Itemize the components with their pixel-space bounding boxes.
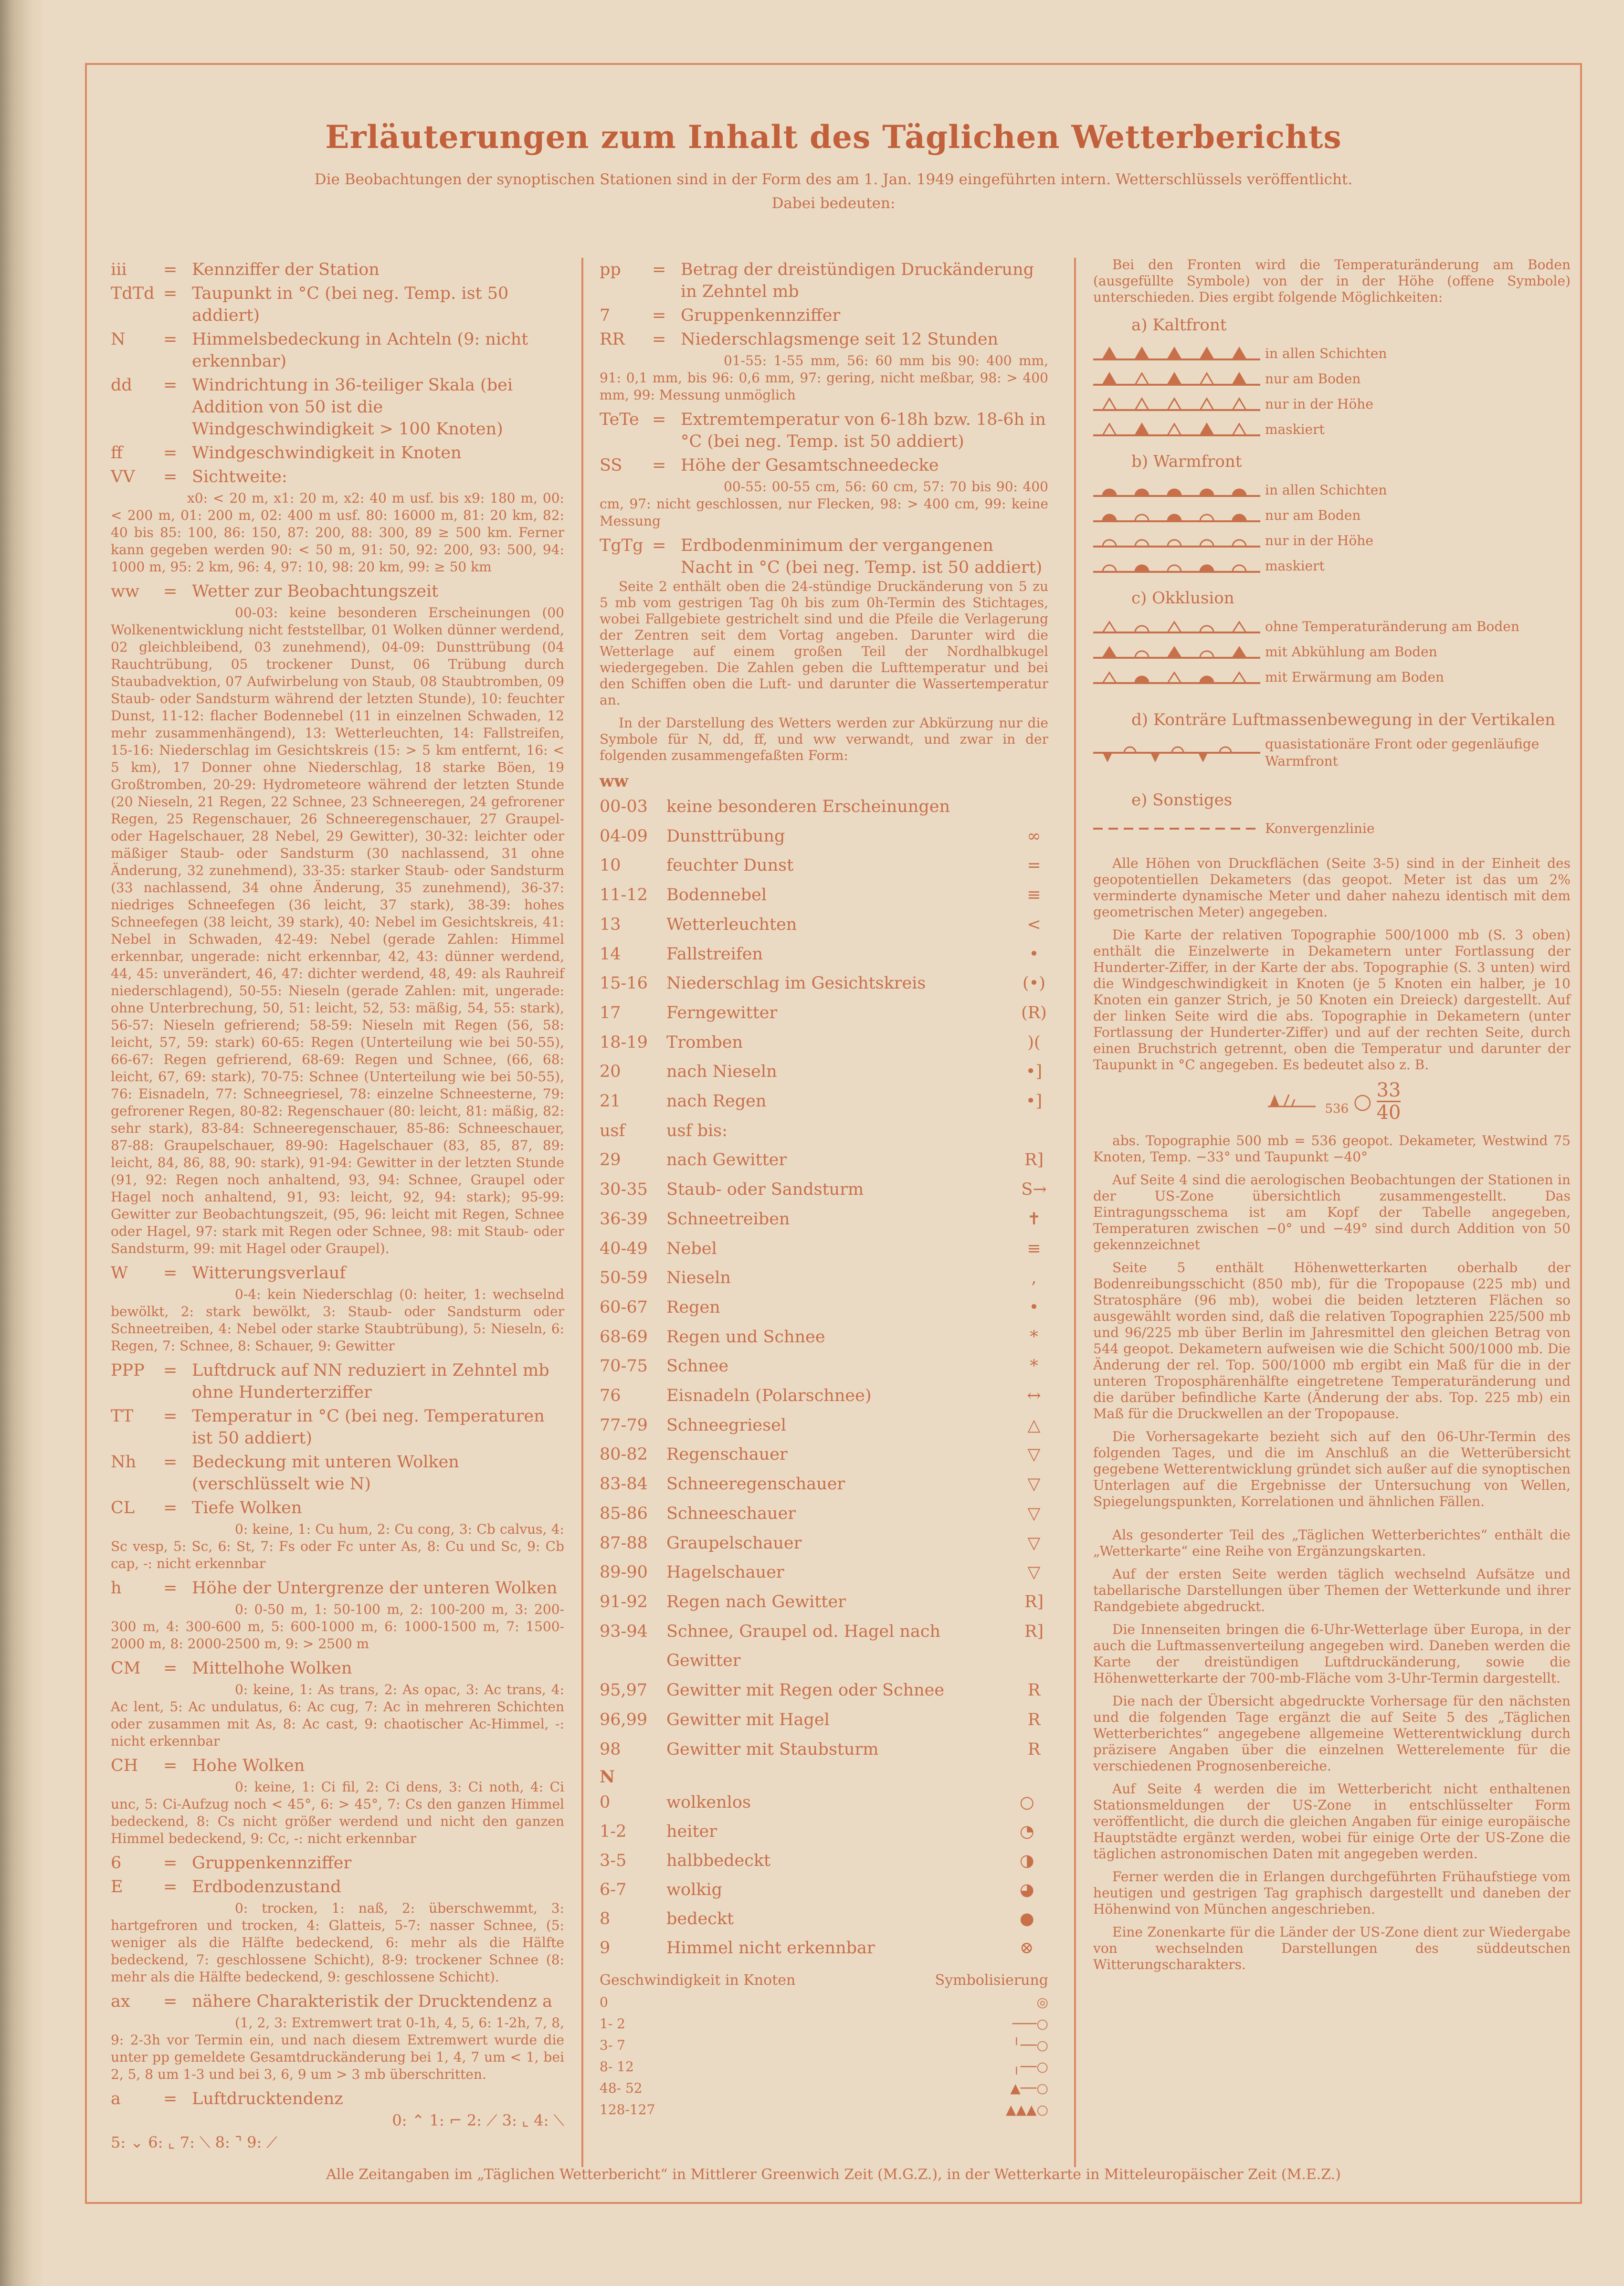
page-footer: Alle Zeitangaben im „Täglichen Wetterbericht“ in Mittlerer Greenwich Zeit (M.G.Z.), in der Wetterkarte in Mitteleuropäischer Zeit (M.E.Z.): [326, 2166, 1341, 2183]
def-a: a = Luftdrucktendenz: [111, 2089, 343, 2108]
ww-row-text: Ferngewitter: [666, 1003, 778, 1022]
ww-row-symbol: •: [1029, 1297, 1039, 1317]
ww-row: [600, 1264, 1048, 1293]
ww-row-code: 76: [600, 1386, 621, 1406]
ww-row-code: 96,99: [600, 1710, 648, 1729]
kalt-front-row: [1093, 366, 1571, 391]
ww-row-text: Schneeregenschauer: [666, 1475, 845, 1494]
column-left: [111, 257, 564, 2156]
ww-row: [600, 1146, 1048, 1175]
ww-row-code: 20: [600, 1062, 621, 1082]
ww-row-text: Niederschlag im Gesichtskreis: [666, 974, 926, 993]
ww-row-text: Fallstreifen: [666, 944, 763, 964]
kalt-front-symbol: [1093, 419, 1260, 440]
ww-row: [600, 1411, 1048, 1441]
ww-row: [600, 1234, 1048, 1264]
kalt-front-row: [1093, 417, 1571, 442]
ww-row-text: Eisnadeln (Polarschnee): [666, 1386, 872, 1406]
def-tete: TeTe = Extremtemperatur von 6-18h bzw. 18-6h in °C (bei neg. Temp. ist 50 addiert): [600, 410, 1046, 451]
kaltfront-list: [1093, 341, 1571, 442]
def-iii: iii = Kennziffer der Station: [111, 260, 380, 279]
n-row-text: Himmel nicht erkennbar: [666, 1938, 875, 1958]
okk-front-label: mit Erwärmung am Boden: [1265, 669, 1445, 685]
seite5-paragraph: Seite 5 enthält Höhenwetterkarten oberhalb der Bodenreibungsschicht (850 mb), für die Tropopause (225 mb) und Stratosphäre (96 mb), wobei die beiden letzteren Flächen so ausgewählt worden sind, daß die relativen Topographien 225/500 mb und 96/225 mb über Berlin im Jahresmittel den gleichen Betrag von 544 geopot. Dekametern aufweisen wie die Schicht 500/1000 mb. Die Änderung der rel. Top. 500/1000 mb ergibt ein Maß für die in der unteren Troposphärenhälfte eingetretene Temperaturänderung und die darüber befindliche Karte (Änderung der abs. Top. 225 mb) ein Maß für die Druckwellen an der Tropopause.: [1093, 1260, 1571, 1422]
ff-row-symbol: ▲▲▲○: [1005, 2102, 1048, 2118]
n-row-symbol: ◑: [1020, 1851, 1034, 1871]
ww-row-symbol: ▽: [1027, 1504, 1041, 1523]
okk-front-row: [1093, 639, 1571, 664]
def-ppp: PPP = Luftdruck auf NN reduziert in Zehntel mb ohne Hunderterziffer: [111, 1361, 549, 1402]
kontraer-row: quasistationäre Front oder gegenläufige Warmfront: [1093, 736, 1571, 770]
ww-row: [600, 1205, 1048, 1234]
def-n: N = Himmelsbedeckung in Achteln (9: nicht erkennbar): [111, 330, 528, 371]
seite4-paragraph: Auf Seite 4 sind die aerologischen Beobachtungen der Stationen in der US-Zone übersichtlich zusammengestellt. Das Eintragungsschema ist am Kopf der Tabelle angegeben, Temperaturen zwischen −0° und −49° sind durch Addition von 50 gekennzeichnet: [1093, 1172, 1571, 1253]
warm-front-symbol: [1093, 505, 1260, 526]
ww-row-symbol: S→: [1021, 1180, 1047, 1200]
page-title: Erläuterungen zum Inhalt des Täglichen Wetterberichts: [325, 118, 1342, 156]
warmfront-list: [1093, 477, 1571, 579]
ff-row-symbol: ╵──○: [1012, 2037, 1048, 2054]
ww-row-code: 89-90: [600, 1563, 648, 1582]
n-row-code: 0: [600, 1793, 611, 1812]
ff-row-code: 128-127: [600, 2102, 655, 2118]
ww-row: [600, 1735, 1048, 1765]
ww-row-symbol: ≡: [1027, 1239, 1041, 1258]
ww-row-code: 85-86: [600, 1504, 648, 1523]
warm-front-label: maskiert: [1265, 558, 1325, 574]
warm-front-symbol: [1093, 530, 1260, 551]
ff-row: [600, 2056, 1048, 2077]
ww-row-code: usf: [600, 1121, 625, 1140]
ww-row-text: feuchter Dunst: [666, 856, 794, 875]
zonenkarte-paragraph: Eine Zonenkarte für die Länder der US-Zone dient zur Wiedergabe von wechselnden Darstellungen des süddeutschen Witterungscharakters.: [1093, 1924, 1571, 1972]
ff-header: Geschwindigkeit in Knoten Symbolisierung: [600, 1972, 1048, 1989]
ww-row-code: 93-94: [600, 1622, 648, 1641]
n-row-symbol: ◔: [1020, 1822, 1034, 1842]
ww-row-text: Gewitter mit Hagel: [666, 1710, 830, 1729]
ww-detail: 00-03: keine besonderen Erscheinungen (00 Wolkenentwicklung nicht feststellbar, 01 Wolken dünner werdend, 02 gleichbleibend, 03 zunehmend), 04-09: Dunsttrübung (04 Rauchtrübung, 05 trockener Dunst, 06 Trübung durch Staubadvektion, 07 Aufwirbelung von Staub, 08 Staubtromben, 09 Staub- oder Sandsturm während der letzten Stunde), 10: feuchter Dunst, 11-12: flacher Bodennebel (11 in einzelnen Schwaden, 12 mehr zusammenhängend), 13: Wetterleuchten, 14: Fallstreifen, 15-16: Niederschlag im Gesichtskreis (15: > 5 km entfernt, 16: < 5 km), 17 Donner ohne Niederschlag, 18 starke Böen, 19 Großtromben, 20-29: Hydrometeore während der letzten Stunde (20 Nieseln, 21 Regen, 22 Schnee, 23 Schneeregen, 24 gefrorener Regen, 25 Regenschauer, 26 Schneeregenschauer, 27 Graupel- oder Hagelschauer, 28 Nebel, 29 Gewitter), 30-32: leichter oder mäßiger Staub- oder Sandsturm (30 nachlassend, 31 ohne Änderung, 32 zunehmend), 33-35: starker Staub- oder Sandsturm (33 nachlassend, 34 ohne Änderung, 35 zunehmend), 36-37: niedriges Schneefegen (36 leicht, 37 stark), 38-39: hohes Schneefegen (38 leicht, 39 stark), 40: Nebel im Gesichtskreis, 41: Nebel in Schwaden, 42-49: Nebel (gerade Zahlen: Himmel erkennbar, ungerade: nicht erkennbar, 42, 43: dünner werdend, 44, 45: unverändert, 46, 47: dichter werdend, 48, 49: als Rauhreif niederschlagend), 50-55: Nieseln (gerade Zahlen: mit, ungerade: ohne Unterbrechung, 50, 51: leicht, 52, 53: mäßig, 54, 55: stark), 56-57: Nieseln gefrierend; 58-59: Nieseln mit Regen (56, 58: leicht, 57, 59: stark) 60-65: Regen (Unterteilung wie bei 50-55), 66-67: Regen gefrierend, 68-69: Regen und Schnee, (66, 68: leicht, 67, 69: stark), 70-75: Schnee (Unterteilung wie bei 50-55), 76: Eisnadeln, 77: Schneegriesel, 78: einzelne Schneesterne, 79: gefrorener Regen, 80-82: Regenschauer (80: leicht, 81: mäßig, 82: sehr stark), 83-84: Schneeregenschauer, 85-86: Schneeschauer, 87-88: Graupelschauer, 89-90: Hagelschauer (83, 85, 87, 89: leicht, 84, 86, 88, 90: stark), 91-94: Gewitter in der letzten Stunde (91, 92: Regen noch anhaltend, 93, 94: Schnee, Graupel oder Hagel noch anhaltend, 91, 93: leicht, 92, 94: stark); 95-99: Gewitter zur Beobachtungszeit, (95, 96: leicht mit Regen, Schnee oder Hagel, 97: stark mit Regen oder Schnee, 98: mit Staub- oder Sandsturm, 99: mit Hagel oder Graupel).: [111, 605, 564, 1256]
ww-row: [600, 881, 1048, 910]
convergence-line-symbol: [1093, 822, 1260, 836]
ff-row-symbol: ╷──○: [1012, 2059, 1048, 2075]
ww-row-code: 87-88: [600, 1533, 648, 1553]
column-divider-2: [1074, 258, 1076, 2167]
tendency-symbols-2: 5: ⌄ 6: ⌞ 7: ⟍ 8: ⌝ 9: ⟋: [111, 2133, 277, 2151]
e-detail: 0: trocken, 1: naß, 2: überschwemmt, 3: hartgefroren und trocken, 4: Glatteis, 5-7: nasser Schnee, (5: weniger als die Hälfte bedeckend, 6: mehr als die Hälfte bedeckend, 7: geschlossene Schicht), 8-9: trockener Schnee (8: mehr als die Hälfte bedeckend, 9: geschlossene Schicht).: [111, 1900, 564, 1985]
def-tdtd: TdTd = Taupunkt in °C (bei neg. Temp. ist 50 addiert): [111, 284, 509, 325]
n-row: [600, 1934, 1048, 1963]
ff-row-symbol: ▲──○: [1010, 2080, 1048, 2096]
ww-row: [600, 851, 1048, 881]
n-symbol-list: [600, 1788, 1048, 1963]
hoehen-paragraph: Alle Höhen von Druckflächen (Seite 3-5) sind in der Einheit des geopotentiellen Dekameters (das geopot. Meter ist das um 2% verminderte dynamische Meter und daher nahezu identisch mit dem geometrischen Meter) angegeben.: [1093, 855, 1571, 920]
station-example: [1093, 1080, 1571, 1123]
ww-row: [600, 1057, 1048, 1087]
def-tt: TT = Temperatur in °C (bei neg. Temperaturen ist 50 addiert): [111, 1407, 545, 1448]
ww-row-symbol: )(: [1027, 1032, 1041, 1052]
ww-row-text: Hagelschauer: [666, 1563, 784, 1582]
n-row-text: wolkig: [666, 1880, 723, 1900]
ww-row-text: Schneetreiben: [666, 1209, 790, 1229]
ww-row: [600, 1529, 1048, 1559]
ww-row-text: Regen und Schnee: [666, 1327, 825, 1347]
ww-row-symbol: R]: [1024, 1622, 1044, 1641]
page-subtitle-2: Dabei bedeuten:: [771, 195, 896, 212]
n-row-symbol: ●: [1020, 1909, 1034, 1929]
book-spine: [0, 0, 44, 2286]
ww-row-code: 68-69: [600, 1327, 648, 1347]
ww-row-code: 70-75: [600, 1357, 648, 1376]
ww-row: [600, 792, 1048, 822]
ww-row-symbol: ✝: [1027, 1209, 1041, 1229]
okk-front-row: [1093, 614, 1571, 639]
def-6: 6 = Gruppenkennziffer: [111, 1854, 352, 1873]
warm-front-row: [1093, 528, 1571, 553]
wetterkarte-paragraph: Als gesonderter Teil des „Täglichen Wetterberichtes“ enthält die „Wetterkarte“ eine Reihe von Ergänzungskarten.: [1093, 1527, 1571, 1559]
innenseiten-paragraph: Die Innenseiten bringen die 6-Uhr-Wetterlage über Europa, in der auch die Luftmassenverteilung angegeben wird. Daneben werden die Karte der dreistündigen Luftdruckänderung, sowie die Höhenwetterkarte der 700-mb-Fläche vom 3-Uhr-Termin dargestellt.: [1093, 1622, 1571, 1686]
example-fraction: 33 40: [1376, 1079, 1401, 1124]
ww-row-text: Schneegriesel: [666, 1415, 786, 1435]
darstellung-paragraph: In der Darstellung des Wetters werden zur Abkürzung nur die Symbole für N, dd, ff, und ww verwandt, und zwar in der folgenden zusammengefaßten Form:: [600, 715, 1048, 763]
ww-symbol-list: [600, 792, 1048, 1764]
okk-front-symbol: [1093, 616, 1260, 637]
ww-row: [600, 1440, 1048, 1470]
ss-detail: 00-55: 00-55 cm, 56: 60 cm, 57: 70 bis 90: 400 cm, 97: nicht geschlossen, nur Flecken, 98: > 400 cm, 99: keine Messung: [600, 479, 1048, 529]
ff-row-code: 8- 12: [600, 2059, 634, 2075]
ww-row-code: 98: [600, 1739, 621, 1759]
ww-row-text: Nieseln: [666, 1268, 731, 1288]
ww-row-code: 30-35: [600, 1180, 648, 1200]
erste-seite-paragraph: Auf der ersten Seite werden täglich wechselnd Aufsätze und tabellarische Darstellungen über Themen der Wetterkunde und ihrer Randgebiete abgedruckt.: [1093, 1566, 1571, 1614]
def-ch: CH = Hohe Wolken: [111, 1756, 305, 1775]
ff-row-code: 1- 2: [600, 2016, 625, 2032]
ww-row: [600, 910, 1048, 940]
ww-row: [600, 1588, 1048, 1617]
def-nh: Nh = Bedeckung mit unteren Wolken (verschlüsselt wie N): [111, 1453, 459, 1494]
rr-detail: 01-55: 1-55 mm, 56: 60 mm bis 90: 400 mm, 91: 0,1 mm, bis 96: 0,6 mm, 97: gering, nicht meßbar, 98: > 400 mm, 99: Messung unmöglich: [600, 353, 1048, 403]
kalt-front-row: [1093, 341, 1571, 366]
ww-row-text: keine besonderen Erscheinungen: [666, 797, 950, 816]
def-ww: ww = Wetter zur Beobachtungszeit: [111, 582, 439, 601]
ww-row-text: Graupelschauer: [666, 1533, 802, 1553]
n-heading: N: [600, 1767, 615, 1787]
ww-row-code: 95,97: [600, 1681, 648, 1700]
warm-front-label: in allen Schichten: [1265, 482, 1387, 498]
ww-row: [600, 969, 1048, 999]
warm-front-symbol: [1093, 556, 1260, 577]
vorhersage-paragraph: Die Vorhersagekarte bezieht sich auf den 06-Uhr-Termin des folgenden Tages, und die im Anschluß an die Wetterübersicht gegebene Wetterentwicklung gründet sich außer auf die synoptischen Unterlagen auf die Ergebnisse der Untersuchung von Wellen, Spiegelungspunkten, Korrelationen und ähnlichen Fällen.: [1093, 1429, 1571, 1509]
station-circle-icon: ○: [1353, 1089, 1372, 1114]
ww-row-symbol: ▽: [1027, 1563, 1041, 1582]
ww-row: [600, 1293, 1048, 1323]
wind-barb-example: [1263, 1087, 1320, 1116]
ww-row: [600, 940, 1048, 969]
ww-row: [600, 1352, 1048, 1381]
okk-front-symbol: [1093, 667, 1260, 688]
ww-row-symbol: *: [1030, 1357, 1038, 1376]
ww-row-symbol: R]: [1024, 1592, 1044, 1612]
tendency-symbols-1: 0: ⌃ 1: ⌐ 2: ⟋ 3: ⌞ 4: ⟍: [392, 2111, 564, 2129]
ww-row-text: Regen nach Gewitter: [666, 1592, 846, 1612]
ww-row-code: 60-67: [600, 1297, 648, 1317]
ww-row-text: Schneeschauer: [666, 1504, 796, 1523]
ww-row-code: 21: [600, 1092, 621, 1111]
ww-row-symbol: •]: [1025, 1062, 1043, 1082]
ww-row: [600, 1087, 1048, 1117]
ww-row: [600, 822, 1048, 852]
ww-row-symbol: [1020, 1117, 1048, 1146]
warm-front-label: nur am Boden: [1265, 507, 1361, 523]
ww-row-code: 80-82: [600, 1445, 648, 1464]
n-row-code: 3-5: [600, 1851, 627, 1871]
ww-row-text: Staub- oder Sandsturm: [666, 1180, 864, 1200]
ww-row-symbol: R: [1027, 1710, 1041, 1729]
n-row-code: 1-2: [600, 1822, 627, 1842]
ww-row-text: nach Regen: [666, 1092, 767, 1111]
warm-front-row: [1093, 503, 1571, 528]
okk-front-label: ohne Temperaturänderung am Boden: [1265, 619, 1519, 634]
kalt-front-symbol: [1093, 369, 1260, 390]
ff-row: [600, 2034, 1048, 2056]
ww-row-text: Dunsttrübung: [666, 826, 785, 846]
ww-row-symbol: (•): [1023, 974, 1045, 993]
fronts-intro: Bei den Fronten wird die Temperaturänderung am Boden (ausgefüllte Symbole) von der in der Höhe (offene Symbole) unterschieden. Dies ergibt folgende Möglichkeiten:: [1093, 257, 1571, 305]
n-row-text: wolkenlos: [666, 1793, 751, 1812]
ww-row-symbol: ▽: [1027, 1533, 1041, 1553]
kalt-front-symbol: [1093, 394, 1260, 415]
ww-row-text: nach Nieseln: [666, 1062, 777, 1082]
n-row: [600, 1905, 1048, 1934]
warm-front-row: [1093, 553, 1571, 579]
def-dd: dd = Windrichtung in 36-teiliger Skala (bei Addition von 50 ist die Windgeschwindigkeit > 100 Knoten): [111, 376, 513, 439]
ff-row: [600, 2013, 1048, 2034]
cl-detail: 0: keine, 1: Cu hum, 2: Cu cong, 3: Cb calvus, 4: Sc vesp, 5: Sc, 6: St, 7: Fs oder Fc unter As, 8: Cu und Sc, 9: Cb cap, -: nicht erkennbar: [111, 1521, 564, 1571]
warm-front-symbol: [1093, 480, 1260, 501]
kontraer-heading: d) Konträre Luftmassenbewegung in der Vertikalen: [1131, 710, 1556, 729]
ww-row-symbol: R: [1027, 1739, 1041, 1759]
kalt-front-symbol: [1093, 343, 1260, 364]
ww-row: [600, 1558, 1048, 1588]
n-row-code: 6-7: [600, 1880, 627, 1900]
ww-row: [600, 1617, 1048, 1676]
def-ss: SS = Höhe der Gesamtschneedecke: [600, 456, 939, 475]
def-rr: RR = Niederschlagsmenge seit 12 Stunden: [600, 330, 999, 349]
example-height: 536: [1325, 1101, 1349, 1116]
example-explanation: abs. Topographie 500 mb = 536 geopot. Dekameter, Westwind 75 Knoten, Temp. −33° und Taupunkt −40°: [1093, 1133, 1571, 1165]
ww-row: [600, 1706, 1048, 1735]
fruehaufstiege-paragraph: Ferner werden die in Erlangen durchgeführten Frühaufstiege vom heutigen und gestrigen Tag graphisch dargestellt und daneben der Höhenwind von München angeschrieben.: [1093, 1869, 1571, 1917]
ww-row-code: 83-84: [600, 1475, 648, 1494]
ww-row-symbol: ,: [1031, 1268, 1037, 1288]
h-detail: 0: 0-50 m, 1: 50-100 m, 2: 100-200 m, 3: 200-300 m, 4: 300-600 m, 5: 600-1000 m, 6: 1000-1500 m, 7: 1500-2000 m, 8: 2000-2500 m, 9: > 2500 m: [111, 1601, 564, 1652]
ww-row-code: 17: [600, 1003, 621, 1022]
stationsmeldungen-paragraph: Auf Seite 4 werden die im Wetterbericht nicht enthaltenen Stationsmeldungen der US-Zone in entschlüsselter Form veröffentlicht, die durch die gleichen Angaben für einige europäische Hauptstädte ergänzt werden, wobei für einige Orte der US-Zone die täglichen astronomischen Daten mit angegeben werden.: [1093, 1781, 1571, 1862]
ff-symbol-list: [600, 1991, 1048, 2120]
ww-row-symbol: *: [1030, 1327, 1038, 1347]
ww-row-text: usf bis:: [666, 1121, 728, 1140]
ww-row-text: Gewitter mit Staubsturm: [666, 1739, 879, 1759]
okk-front-row: [1093, 664, 1571, 690]
def-ff: ff = Windgeschwindigkeit in Knoten: [111, 443, 462, 463]
ww-row-code: 04-09: [600, 826, 648, 846]
vorhersage-naechste-paragraph: Die nach der Übersicht abgedruckte Vorhersage für den nächsten und die folgenden Tage ergänzt die auf Seite 5 des „Täglichen Wetterberichtes“ angegebene allgemeine Wetterentwicklung durch präzisere Angaben über die einzelnen Wetterelemente für die verschiedenen Prognosenbereiche.: [1093, 1693, 1571, 1774]
ww-row-code: 11-12: [600, 885, 648, 905]
column-right: [1093, 257, 1571, 1980]
ff-row-symbol: ───○: [1012, 2016, 1048, 2032]
ww-row-text: Schnee, Graupel od. Hagel nach Gewitter: [666, 1622, 940, 1671]
warmfront-heading: b) Warmfront: [1131, 452, 1242, 471]
ww-row-symbol: ▽: [1027, 1475, 1041, 1494]
ww-row-code: 50-59: [600, 1268, 648, 1288]
page-subtitle: Die Beobachtungen der synoptischen Stationen sind in der Form des am 1. Jan. 1949 eingeführten intern. Wetterschlüssels veröffentlicht.: [314, 171, 1353, 188]
ww-row-code: 91-92: [600, 1592, 648, 1612]
n-row-symbol: ○: [1020, 1793, 1034, 1812]
kalt-front-row: [1093, 391, 1571, 417]
ww-row-text: Nebel: [666, 1239, 717, 1258]
ww-row-symbol: (R): [1021, 1003, 1047, 1022]
def-7: 7 = Gruppenkennziffer: [600, 306, 841, 325]
ww-row: [600, 999, 1048, 1028]
ww-row-text: Regenschauer: [666, 1445, 788, 1464]
konvergenz-row: Konvergenzlinie: [1093, 816, 1571, 841]
ww-row-code: 18-19: [600, 1032, 648, 1052]
ww-row-symbol: •: [1029, 944, 1039, 964]
ww-row: [600, 1028, 1048, 1058]
n-row: [600, 1846, 1048, 1875]
okk-front-symbol: [1093, 642, 1260, 663]
n-row: [600, 1817, 1048, 1846]
ww-row-code: 14: [600, 944, 621, 964]
ww-row-symbol: R]: [1024, 1150, 1044, 1170]
def-h: h = Höhe der Untergrenze der unteren Wolken: [111, 1579, 558, 1598]
sonstiges-heading: e) Sonstiges: [1131, 790, 1233, 810]
ww-row: [600, 1323, 1048, 1352]
ww-row-symbol: •]: [1025, 1092, 1043, 1111]
warm-front-label: nur in der Höhe: [1265, 533, 1373, 548]
def-cm: CM = Mittelhohe Wolken: [111, 1659, 352, 1678]
ww-row-code: 15-16: [600, 974, 648, 993]
ww-row: [600, 1676, 1048, 1706]
ww-row-text: Bodennebel: [666, 885, 767, 905]
def-vv: VV = Sichtweite:: [111, 467, 287, 486]
ww-row-symbol: ▽: [1027, 1445, 1041, 1464]
kalt-front-label: nur am Boden: [1265, 371, 1361, 387]
ww-row-symbol: △: [1027, 1415, 1041, 1435]
ww-row-code: 10: [600, 856, 621, 875]
def-tgtg: TgTg = Erdbodenminimum der vergangenen Nacht in °C (bei neg. Temp. ist 50 addiert): [600, 536, 1043, 577]
seite2-paragraph: Seite 2 enthält oben die 24-stündige Druckänderung von 5 zu 5 mb vom gestrigen Tag 0h bis zum 0h-Termin des Stichtages, wobei Fallgebiete gestrichelt sind und die Pfeile die Verlagerung der Zentren seit dem Vortag angeben. Darunter wird die Wetterlage auf einem großen Teil der Nordhalbkugel wiedergegeben. Die Zahlen geben die Lufttemperatur und bei den Schiffen oben die Luft- und darunter die Wassertemperatur an.: [600, 579, 1048, 708]
ww-row-text: Schnee: [666, 1357, 729, 1376]
ww-heading: ww: [600, 771, 629, 791]
ww-row-text: Regen: [666, 1297, 720, 1317]
ww-row: [600, 1381, 1048, 1411]
cm-detail: 0: keine, 1: As trans, 2: As opac, 3: Ac trans, 4: Ac lent, 5: Ac undulatus, 6: Ac cug, 7: Ac in mehreren Schichten oder zusammen mit As, 8: Ac cast, 9: chaotischer Ac-Himmel, -: nicht erkennbar: [111, 1682, 564, 1749]
ww-row-symbol: ≡: [1027, 885, 1041, 905]
okklusion-list: [1093, 614, 1571, 690]
ww-row-symbol: [1020, 792, 1048, 822]
n-row-symbol: ⊗: [1020, 1938, 1034, 1958]
n-row-code: 9: [600, 1938, 611, 1958]
ww-row-code: 40-49: [600, 1239, 648, 1258]
vv-detail: x0: < 20 m, x1: 20 m, x2: 40 m usf. bis x9: 180 m, 00: < 200 m, 01: 200 m, 02: 400 m usf. 80: 16000 m, 81: 20 km, 82: 40 bis 85: 100, 86: 150, 87: 200, 88: 300, 89 ≥ 500 km. Ferner kann gegeben werden 90: < 50 m, 91: 50, 92: 200, 93: 500, 94: 1000 m, 95: 2 km, 96: 4, 97: 10, 98: 20 km, 99: ≥ 50 km: [111, 490, 564, 575]
okklusion-heading: c) Okklusion: [1131, 589, 1234, 608]
n-row: [600, 1788, 1048, 1817]
quasistationary-front-symbol: [1093, 741, 1260, 765]
ch-detail: 0: keine, 1: Ci fil, 2: Ci dens, 3: Ci noth, 4: Ci unc, 5: Ci-Aufzug noch < 45°, 6: > 45°, 7: Cs den ganzen Himmel bedeckend, 8: Cs nicht größer werdend und nicht den ganzen Himmel bedeckend, 9: Cc, -: nicht erkennbar: [111, 1779, 564, 1846]
ww-row: [600, 1499, 1048, 1529]
w-detail: 0-4: kein Niederschlag (0: heiter, 1: wechselnd bewölkt, 2: stark bewölkt, 3: Staub- oder Sandsturm oder Schneetreiben, 4: Nebel oder starke Staubtrübung), 5: Nieseln, 6: Regen, 7: Schnee, 8: Schauer, 9: Gewitter: [111, 1286, 564, 1354]
ff-row-symbol: ◎: [1036, 1994, 1048, 2011]
ww-row-text: nach Gewitter: [666, 1150, 787, 1170]
column-divider-1: [581, 258, 583, 2167]
ww-row-text: Tromben: [666, 1032, 743, 1052]
kaltfront-heading: a) Kaltfront: [1131, 316, 1227, 335]
warm-front-row: [1093, 477, 1571, 503]
kalt-front-label: nur in der Höhe: [1265, 396, 1373, 412]
def-pp: pp = Betrag der dreistündigen Druckänderung in Zehntel mb: [600, 260, 1034, 301]
ww-row: [600, 1470, 1048, 1499]
ww-row-symbol: <: [1027, 915, 1041, 934]
n-row-text: bedeckt: [666, 1909, 734, 1929]
ww-row-text: Gewitter mit Regen oder Schnee: [666, 1681, 945, 1700]
def-ax: ax = nähere Charakteristik der Drucktendenz a: [111, 1992, 553, 2011]
ww-row-symbol: R: [1027, 1681, 1041, 1700]
ww-row-code: 00-03: [600, 797, 648, 816]
n-row-text: halbbedeckt: [666, 1851, 771, 1871]
ww-row: [600, 1175, 1048, 1205]
column-middle: [600, 257, 1048, 2120]
ff-row: [600, 2099, 1048, 2120]
ax-detail: (1, 2, 3: Extremwert trat 0-1h, 4, 5, 6: 1-2h, 7, 8, 9: 2-3h vor Termin ein, und nach diesem Extremwert wurde die unter pp gemeldete Gesamtdruckänderung bei 1, 4, 7 um < 1, bei 2, 5, 8 um 1-3 und bei 3, 6, 9 um > 3 mb überschritten.: [111, 2015, 564, 2082]
ff-row-code: 48- 52: [600, 2080, 643, 2096]
ff-row: [600, 1991, 1048, 2013]
ww-row: [600, 1117, 1048, 1146]
kalt-front-label: in allen Schichten: [1265, 346, 1387, 361]
n-row: [600, 1875, 1048, 1905]
ff-row-code: 3- 7: [600, 2037, 625, 2054]
def-cl: CL = Tiefe Wolken: [111, 1498, 302, 1517]
ww-row-code: 77-79: [600, 1415, 648, 1435]
def-w: W = Witterungsverlauf: [111, 1264, 346, 1283]
n-row-symbol: ◕: [1020, 1880, 1034, 1900]
ff-row-code: 0: [600, 1994, 608, 2011]
ww-row-symbol: =: [1027, 856, 1041, 875]
ww-row-code: 29: [600, 1150, 621, 1170]
def-e: E = Erdbodenzustand: [111, 1877, 341, 1896]
n-row-text: heiter: [666, 1822, 717, 1842]
topographie-paragraph: Die Karte der relativen Topographie 500/1000 mb (S. 3 oben) enthält die Einzelwerte in Dekametern unter Fortlassung der Hunderter-Ziffer, in der Karte der abs. Topographie (S. 3 unten) wird die Windgeschwindigkeit in Knoten (je 5 Knoten ein halber, je 10 Knoten ein ganzer Strich, je 50 Knoten ein Dreieck) dargestellt. Auf der linken Seite wird die abs. Topographie in Dekametern (unter Fortlassung der Hunderter-Ziffer) und auf der rechten Seite, durch einen Bruchstrich getrennt, oben die Temperatur und darunter der Taupunkt in °C angegeben. Es bedeutet also z. B.: [1093, 927, 1571, 1073]
kalt-front-label: maskiert: [1265, 421, 1325, 437]
okk-front-label: mit Abkühlung am Boden: [1265, 644, 1437, 660]
ww-row-symbol: ∞: [1027, 826, 1041, 846]
ww-row-symbol: ↔: [1027, 1386, 1041, 1406]
ff-row: [600, 2077, 1048, 2099]
ww-row-code: 13: [600, 915, 621, 934]
ww-row-code: 36-39: [600, 1209, 648, 1229]
ww-row-text: Wetterleuchten: [666, 915, 797, 934]
n-row-code: 8: [600, 1909, 611, 1929]
